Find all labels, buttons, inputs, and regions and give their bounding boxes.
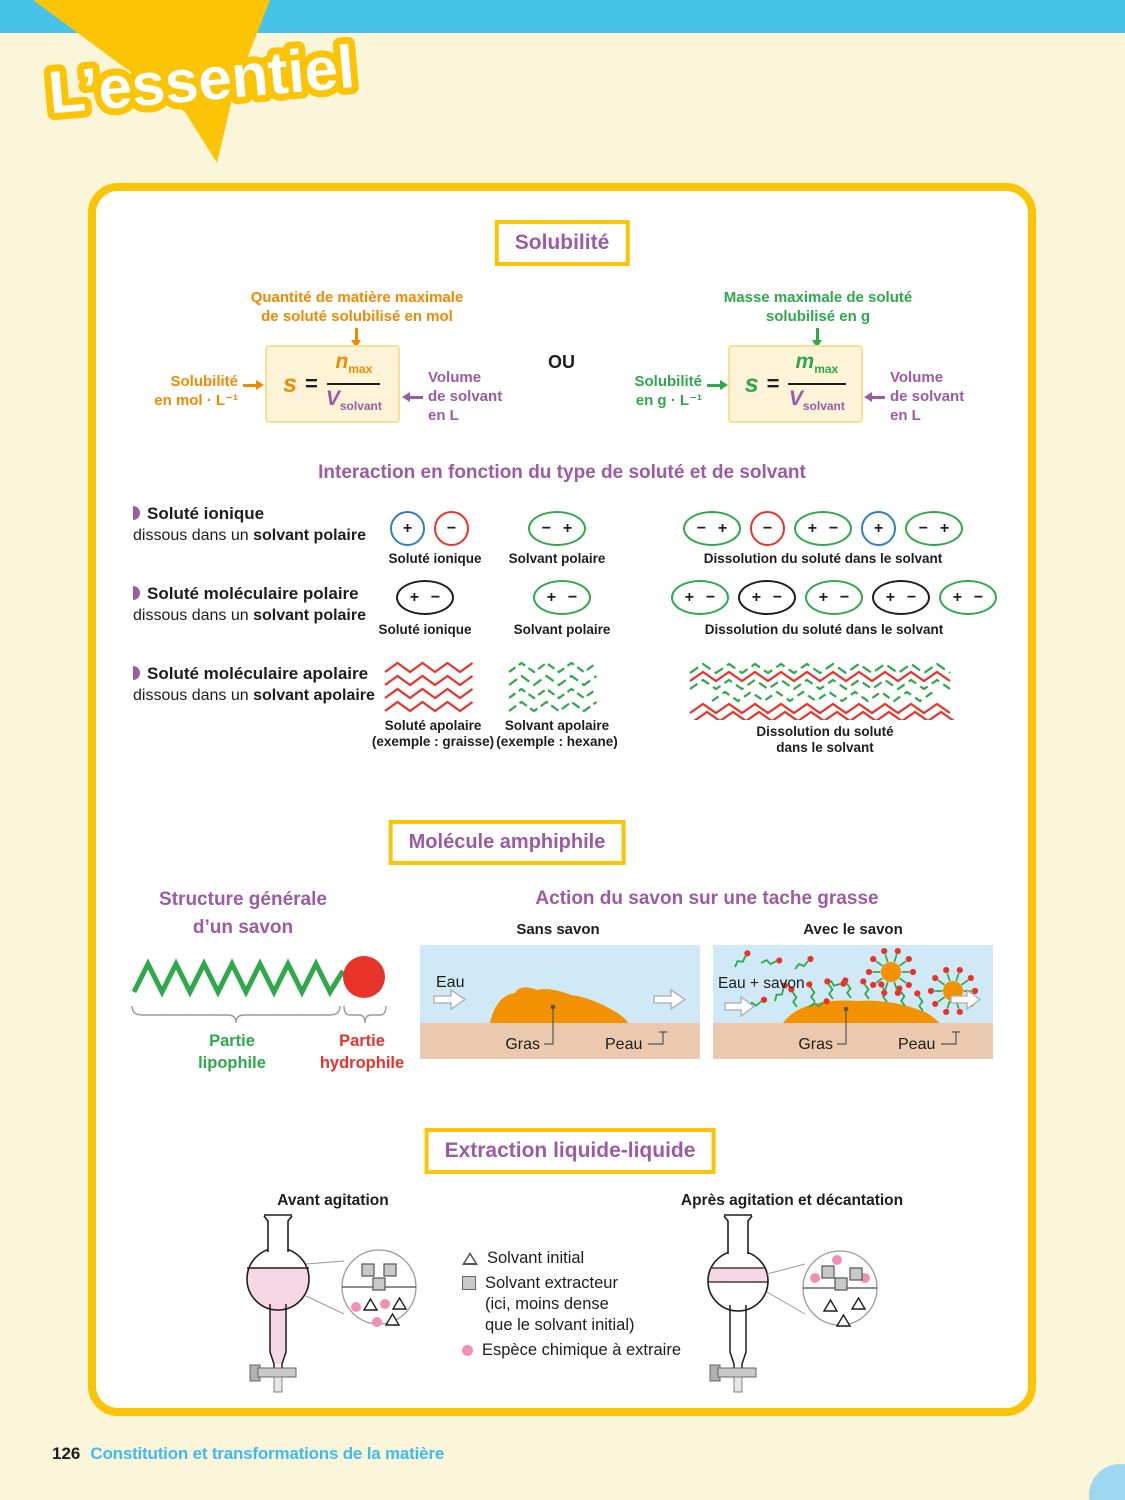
grease-label: Gras (798, 1036, 833, 1053)
shape-caption: Soluté ionique (378, 622, 472, 637)
species-particle (380, 1299, 390, 1309)
or-label: OU (548, 352, 575, 372)
hydrophilic-head (343, 956, 385, 998)
skin-layer (420, 1023, 700, 1059)
banner-title-art (30, 18, 470, 138)
row-molecular-apolar-label: Soluté moléculaire apolaire dissous dans un solvant apolaire (133, 664, 375, 704)
arrow-right-icon (243, 384, 256, 387)
label-volume-right: Volume de solvant en L (890, 369, 965, 424)
label-solubility-gram: Solubilité en g · L⁻¹ (634, 373, 702, 409)
arrow-down-icon (355, 328, 358, 340)
formula-box-mol: s = $\frac{n_{max}}{V_{solvant}}$ (265, 345, 400, 423)
ellipse-particle: − + (683, 511, 741, 546)
shape-caption: Soluté ionique (388, 551, 482, 566)
bullet-icon (133, 506, 140, 520)
extraction-legend (462, 1248, 681, 1365)
panel-title-without-soap: Sans savon (516, 921, 600, 938)
page-footer (52, 1444, 444, 1464)
page-number: 126 (52, 1444, 81, 1463)
pink-dot-icon (462, 1345, 473, 1356)
label-volume-left: Volume de solvant en L (428, 369, 503, 424)
panel-title-with-soap: Avec le savon (803, 921, 903, 938)
row-molecular-polar-label: Soluté moléculaire polaire dissous dans un solvant polaire (133, 584, 366, 624)
circle-particle: − (434, 511, 469, 546)
annotation-nmax: Quantité de matière maximale de soluté solubilisé en mol (250, 289, 464, 325)
footer-chapter-title: Constitution et transformations de la matière (90, 1444, 445, 1463)
section-title-solubility: Solubilité (495, 220, 630, 266)
shape-caption: Solvant polaire (508, 551, 606, 566)
legend-item: Solvant initial (462, 1248, 681, 1269)
extractor-particle (362, 1264, 374, 1276)
solvent-shapes (528, 511, 586, 546)
shape-caption: Solvant apolaire (exemple : hexane) (496, 718, 618, 749)
apolar-solute-zigzag (383, 661, 483, 715)
bullet-icon (133, 586, 140, 600)
formula-s: s (744, 369, 759, 398)
interaction-heading: Interaction en fonction du type de soluté et de solvant (318, 462, 806, 483)
ellipse-particle: + − (805, 580, 863, 615)
formula-box-gram: s = $\frac{m_{max}}{V_{solvant}}$ (728, 345, 863, 423)
ellipse-particle: + − (738, 580, 796, 615)
skin-label: Peau (605, 1036, 643, 1053)
species-particle (832, 1255, 842, 1265)
lipophilic-tail (134, 964, 343, 992)
soap-structure-heading: Structure générale d’un savon (159, 889, 327, 938)
arrow-right-icon (707, 384, 720, 387)
shape-caption: Soluté apolaire (exemple : graisse) (371, 718, 495, 749)
soap-molecule-diagram (128, 952, 403, 1004)
skin-layer (713, 1023, 993, 1059)
solvent-shapes (533, 580, 591, 615)
shape-caption: Dissolution du soluté dans le solvant (756, 724, 894, 755)
skin-label: Peau (898, 1036, 936, 1053)
ellipse-particle: + − (396, 580, 454, 615)
extractor-particle (822, 1266, 834, 1278)
shape-caption: Dissolution du soluté dans le solvant (703, 551, 943, 566)
section-title-extraction: Extraction liquide-liquide (425, 1128, 716, 1174)
apolar-dissolution-zigzag (688, 662, 963, 720)
apolar-solvent-zigzag (507, 661, 607, 715)
solute-shapes (396, 580, 454, 615)
ellipse-particle: − + (905, 511, 963, 546)
species-particle (351, 1302, 361, 1312)
triangle-outline-icon (462, 1252, 478, 1265)
grease-label: Gras (505, 1036, 540, 1053)
legend-item: Solvant extracteur (ici, moins dense que le solvant initial) (462, 1273, 681, 1336)
arrow-down-icon (816, 328, 819, 340)
water-label: Eau (436, 974, 465, 991)
soap-action-heading: Action du savon sur une tache grasse (535, 888, 879, 909)
row-ionic-label: Soluté ionique dissous dans un solvant polaire (133, 504, 366, 544)
extractor-particle (835, 1278, 847, 1290)
extractor-particle (850, 1268, 862, 1280)
extractor-particle (373, 1278, 385, 1290)
panel-with-soap (713, 945, 993, 1059)
arrow-left-icon (410, 396, 423, 399)
corner-decoration (1089, 1464, 1125, 1500)
separating-funnel-before (240, 1212, 455, 1404)
gray-square-icon (462, 1276, 476, 1290)
circle-particle: − (750, 511, 785, 546)
ellipse-particle: + − (939, 580, 997, 615)
formula-s: s (283, 369, 297, 398)
species-particle (372, 1317, 382, 1327)
legend-item: Espèce chimique à extraire (462, 1340, 681, 1361)
separating-funnel-after (700, 1212, 915, 1404)
bullet-icon (133, 666, 140, 680)
label-solubility-mol: Solubilité en mol · L⁻¹ (154, 373, 238, 409)
shape-caption: Solvant polaire (513, 622, 611, 637)
ellipse-particle: + − (794, 511, 852, 546)
braces (128, 1004, 403, 1028)
banner-title: L’essentiel (45, 33, 358, 127)
solute-shapes (390, 511, 469, 546)
ellipse-particle: + − (671, 580, 729, 615)
fraction: $\frac{m_{max}}{V_{solvant}}$ (788, 349, 845, 414)
dissolution-shapes (683, 511, 963, 546)
species-particle (810, 1273, 820, 1283)
arrow-left-icon (872, 396, 885, 399)
ellipse-particle: + − (533, 580, 591, 615)
before-heading: Avant agitation (277, 1192, 389, 1209)
hydrophilic-label: Partie hydrophile (319, 1032, 405, 1072)
extractor-particle (384, 1264, 396, 1276)
lipophilic-label: Partie lipophile (198, 1032, 266, 1072)
circle-particle: + (861, 511, 896, 546)
dissolution-shapes (671, 580, 997, 615)
circle-particle: + (390, 511, 425, 546)
water-label: Eau + savon (718, 975, 805, 992)
after-heading: Après agitation et décantation (680, 1192, 904, 1209)
fraction: $\frac{n_{max}}{V_{solvant}}$ (325, 349, 382, 414)
section-title-amphiphile: Molécule amphiphile (389, 820, 626, 865)
shape-caption: Dissolution du soluté dans le solvant (704, 622, 944, 637)
ellipse-particle: + − (872, 580, 930, 615)
annotation-mmax: Masse maximale de soluté solubilisé en g (723, 289, 913, 325)
ellipse-particle: − + (528, 511, 586, 546)
panel-without-soap (420, 945, 700, 1059)
